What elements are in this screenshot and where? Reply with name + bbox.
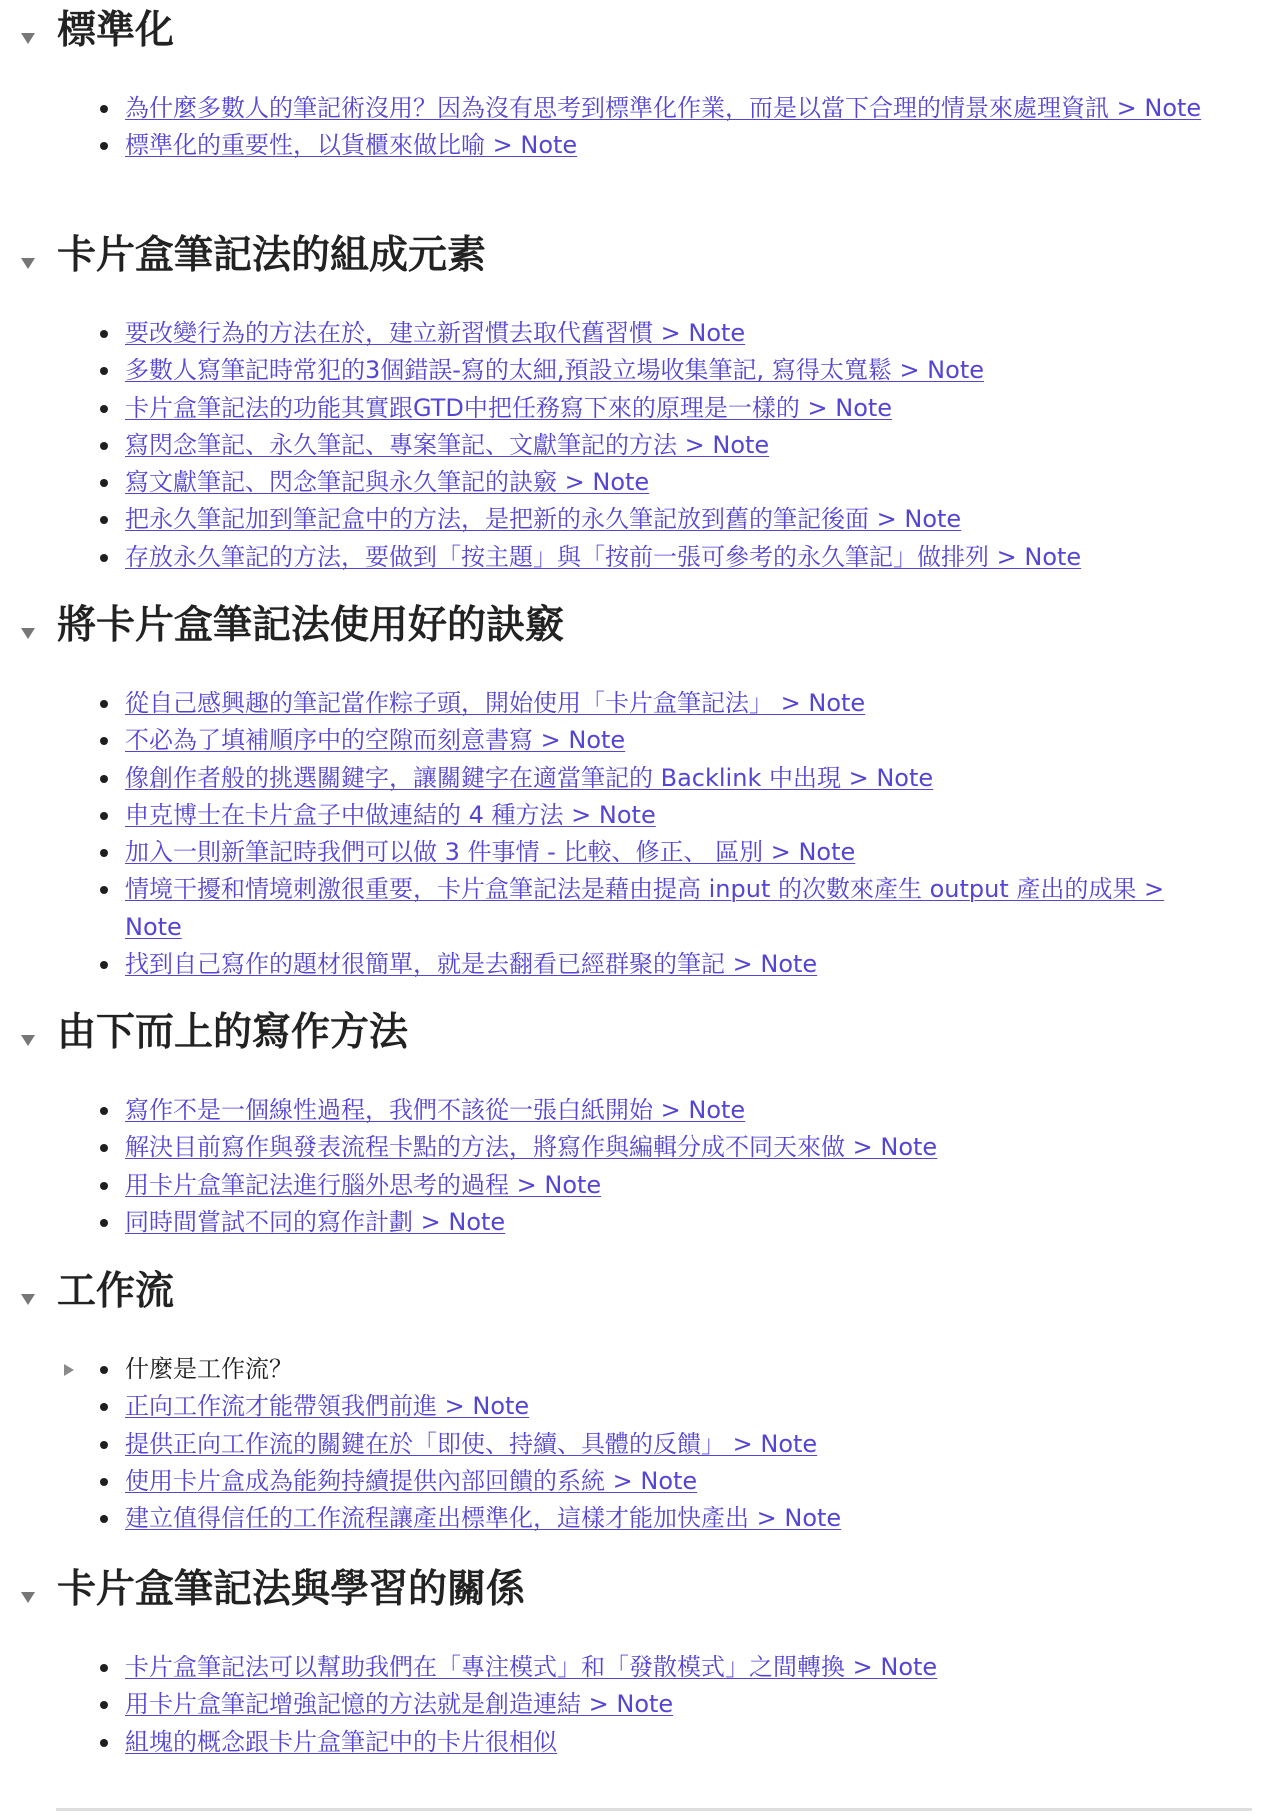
note-list xyxy=(0,1092,1280,1241)
section-title: 將卡片盒筆記法使用好的訣竅 xyxy=(57,603,565,648)
note-link[interactable]: 用卡片盒筆記增強記憶的方法就是創造連結 > Note xyxy=(125,1690,674,1719)
section-title: 卡片盒筆記法與學習的關係 xyxy=(57,1567,526,1612)
note-link[interactable]: 解決目前寫作與發表流程卡點的方法，將寫作與編輯分成不同天來做 > Note xyxy=(125,1133,938,1162)
section-header xyxy=(0,595,1280,655)
bullet-icon xyxy=(100,1739,108,1747)
bullet-icon xyxy=(100,812,108,820)
note-link[interactable]: 多數人寫筆記時常犯的3個錯誤-寫的太細,預設立場收集筆記, 寫得太寬鬆 > Note xyxy=(125,356,984,385)
list-item xyxy=(0,797,1280,834)
bullet-icon xyxy=(100,105,108,113)
bullet-icon xyxy=(100,961,108,969)
section-standardization xyxy=(0,0,1280,160)
collapse-toggle-icon[interactable] xyxy=(21,1294,35,1305)
list-item xyxy=(0,1724,1280,1761)
list-item xyxy=(0,315,1280,352)
bullet-icon xyxy=(100,886,108,894)
list-item xyxy=(0,722,1280,759)
bullet-icon xyxy=(100,737,108,745)
list-item xyxy=(0,1649,1280,1686)
collapse-toggle-icon[interactable] xyxy=(21,1592,35,1603)
list-item xyxy=(0,946,1280,983)
bullet-icon xyxy=(100,1403,108,1411)
note-link[interactable]: 標準化的重要性，以貨櫃來做比喻 > Note xyxy=(125,131,578,160)
note-list xyxy=(0,1351,1280,1537)
section-title: 由下而上的寫作方法 xyxy=(57,1010,409,1055)
bullet-icon xyxy=(100,1219,108,1227)
collapse-toggle-icon[interactable] xyxy=(21,33,35,44)
note-link[interactable]: 從自己感興趣的筆記當作粽子頭，開始使用「卡片盒筆記法」 > Note xyxy=(125,689,866,717)
note-list xyxy=(0,685,1280,983)
bullet-icon xyxy=(100,1366,108,1374)
list-item xyxy=(0,685,1280,722)
bullet-icon xyxy=(100,849,108,857)
section-header xyxy=(0,1261,1280,1321)
list-item xyxy=(0,1426,1280,1463)
section-title: 標準化 xyxy=(57,8,175,53)
section-title: 工作流 xyxy=(57,1269,175,1314)
expand-toggle-icon[interactable] xyxy=(64,1364,74,1376)
section-bottom-up-writing xyxy=(0,1002,1280,1236)
bullet-icon xyxy=(100,1144,108,1152)
bullet-icon xyxy=(100,700,108,708)
collapse-toggle-icon[interactable] xyxy=(21,1035,35,1046)
note-list xyxy=(0,90,1280,165)
bullet-icon xyxy=(100,330,108,338)
note-link[interactable]: 使用卡片盒成為能夠持續提供內部回饋的系統 > Note xyxy=(125,1466,698,1495)
collapse-toggle-icon[interactable] xyxy=(21,628,35,639)
list-item xyxy=(0,1092,1280,1129)
section-learning xyxy=(0,1559,1280,1756)
bullet-icon xyxy=(100,1107,108,1115)
note-link[interactable]: 同時間嘗試不同的寫作計劃 > Note xyxy=(125,1207,506,1236)
note-link[interactable]: 不必為了填補順序中的空隙而刻意書寫 > Note xyxy=(125,726,626,755)
list-item xyxy=(0,834,1280,871)
list-item xyxy=(0,1388,1280,1425)
note-link[interactable]: 要改變行為的方法在於，建立新習慣去取代舊習慣 > Note xyxy=(125,319,746,347)
bullet-icon xyxy=(100,405,108,413)
list-item xyxy=(0,390,1280,427)
bullet-icon xyxy=(100,1478,108,1486)
note-link[interactable]: 申克博士在卡片盒子中做連結的 4 種方法 > Note xyxy=(125,800,656,829)
bullet-icon xyxy=(100,1664,108,1672)
section-tips xyxy=(0,595,1280,979)
bullet-icon xyxy=(100,516,108,524)
note-link[interactable]: 卡片盒筆記法可以幫助我們在「專注模式」和「發散模式」之間轉換 > Note xyxy=(125,1653,938,1681)
note-list xyxy=(0,315,1280,576)
note-link[interactable]: 寫閃念筆記、永久筆記、專案筆記、文獻筆記的方法 > Note xyxy=(125,430,770,459)
note-link[interactable]: 像創作者般的挑選關鍵字，讓關鍵字在適當筆記的 Backlink 中出現 > Note xyxy=(125,763,934,792)
note-link[interactable]: 組塊的概念跟卡片盒筆記中的卡片很相似 xyxy=(125,1727,557,1756)
note-link[interactable]: 找到自己寫作的題材很簡單，就是去翻看已經群聚的筆記 > Note xyxy=(125,950,818,979)
bullet-icon xyxy=(100,554,108,562)
section-components xyxy=(0,225,1280,571)
section-title: 卡片盒筆記法的組成元素 xyxy=(57,233,487,278)
list-item xyxy=(0,427,1280,464)
list-item xyxy=(0,90,1280,127)
note-link[interactable]: 寫文獻筆記、閃念筆記與永久筆記的訣竅 > Note xyxy=(125,468,650,497)
bullet-icon xyxy=(100,442,108,450)
bullet-icon xyxy=(100,367,108,375)
list-item xyxy=(0,1351,1280,1388)
list-item xyxy=(0,464,1280,501)
note-link[interactable]: 為什麼多數人的筆記術沒用？因為沒有思考到標準化作業，而是以當下合理的情景來處理資訊 > Note xyxy=(125,94,1202,122)
note-link[interactable]: 加入一則新筆記時我們可以做 3 件事情 - 比較、修正、 區別 > Note xyxy=(125,838,856,867)
note-list xyxy=(0,1649,1280,1761)
note-link[interactable]: 情境干擾和情境刺激很重要，卡片盒筆記法是藉由提高 input 的次數來產生 output 產出的成果 > Note xyxy=(125,875,1165,941)
note-link[interactable]: 用卡片盒筆記法進行腦外思考的過程 > Note xyxy=(125,1170,602,1199)
note-link[interactable]: 提供正向工作流的關鍵在於「即使、持續、具體的反饋」 > Note xyxy=(125,1429,818,1458)
list-item xyxy=(0,1129,1280,1166)
list-item xyxy=(0,1500,1280,1537)
list-item xyxy=(0,1204,1280,1241)
collapse-toggle-icon[interactable] xyxy=(21,258,35,269)
bullet-icon xyxy=(100,1701,108,1709)
list-item xyxy=(0,871,1280,946)
section-workflow xyxy=(0,1261,1280,1533)
bullet-icon xyxy=(100,775,108,783)
note-link[interactable]: 正向工作流才能帶領我們前進 > Note xyxy=(125,1392,530,1421)
list-item xyxy=(0,127,1280,164)
note-link[interactable]: 寫作不是一個線性過程，我們不該從一張白紙開始 > Note xyxy=(125,1096,746,1124)
divider xyxy=(56,1808,1252,1811)
section-header xyxy=(0,0,1280,60)
section-header xyxy=(0,1002,1280,1062)
list-item xyxy=(0,1463,1280,1500)
bullet-icon xyxy=(100,1515,108,1523)
list-item xyxy=(0,1686,1280,1723)
note-link[interactable]: 建立值得信任的工作流程讓產出標準化，這樣才能加快產出 > Note xyxy=(125,1504,842,1533)
bullet-icon xyxy=(100,1441,108,1449)
bullet-icon xyxy=(100,1182,108,1190)
list-item xyxy=(0,760,1280,797)
note-link[interactable]: 卡片盒筆記法的功能其實跟GTD中把任務寫下來的原理是一樣的 > Note xyxy=(125,393,893,422)
section-header xyxy=(0,225,1280,285)
note-link[interactable]: 存放永久筆記的方法，要做到「按主題」與「按前一張可參考的永久筆記」做排列 > Note xyxy=(125,542,1082,571)
list-item xyxy=(0,539,1280,576)
list-item xyxy=(0,1167,1280,1204)
section-header xyxy=(0,1559,1280,1619)
list-item xyxy=(0,352,1280,389)
list-item-text: 什麼是工作流？ xyxy=(125,1355,293,1383)
list-item xyxy=(0,501,1280,538)
bullet-icon xyxy=(100,142,108,150)
bullet-icon xyxy=(100,479,108,487)
note-link[interactable]: 把永久筆記加到筆記盒中的方法，是把新的永久筆記放到舊的筆記後面 > Note xyxy=(125,505,962,534)
